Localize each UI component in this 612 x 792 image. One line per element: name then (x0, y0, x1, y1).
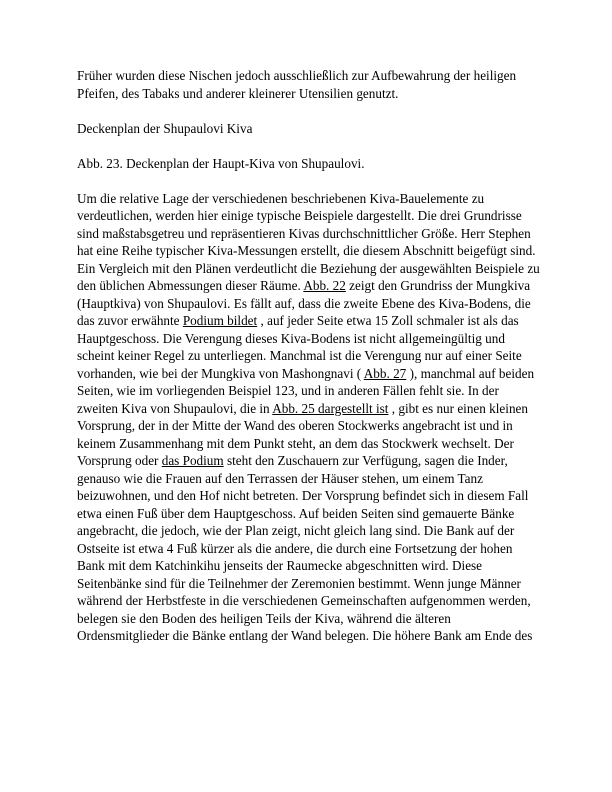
section-title (77, 120, 542, 138)
link-abb-22[interactable]: Abb. 22 (303, 278, 346, 293)
figure-caption (77, 155, 542, 173)
link-abb-27[interactable]: Abb. 27 (363, 365, 407, 381)
text-run: Deckenplan der Shupaulovi Kiva (77, 120, 253, 136)
text-run: zeigt den Grundriss der Mungkiva (Hauptkiva) von Shupaulovi. Es fällt auf, dass die zweite Ebene des Kiva-Bodens, die das zuvor erwähnte (77, 278, 531, 328)
link-podium-bildet[interactable]: Podium bildet (182, 313, 258, 328)
text-run: Abb. 23. Deckenplan der Haupt-Kiva von Shupaulovi. (77, 155, 365, 171)
text-run: ), manchmal auf beiden Seiten, wie im vorliegenden Beispiel 123, und in anderen Fällen fehlt sie. In der zweiten Kiva von Shupaulovi, die in (77, 365, 535, 416)
link-das-podium[interactable]: das Podium (161, 453, 224, 468)
text-run: , auf jeder Seite etwa 15 Zoll schmaler ist als das Hauptgeschoss. Die Verengung dieses Kiva-Bodens ist nicht allgemeingültig und scheint keiner Regel zu unterliegen. Manchmal ist die Verengung nur auf einer Seite vorhanden, wie bei der Mungkiva von Mashongnavi ( (77, 313, 522, 381)
link-abb-25[interactable]: Abb. 25 dargestellt ist (272, 400, 389, 416)
main-paragraph (77, 190, 542, 645)
intro-paragraph (77, 67, 542, 102)
text-run: Um die relative Lage der verschiedenen beschriebenen Kiva-Bauelemente zu verdeutlichen, werden hier einige typische Beispiele dargestellt. Die drei Grundrisse sind maßstabsgetreu und repräsentieren Kivas durchschnittlicher Größe. Herr Stephen hat eine Reihe typischer Kiva-Messungen erstellt, die diesem Abschnitt beigefügt sind. Ein Vergleich mit den Plänen verdeutlicht die Beziehung der ausgewählten Beispiele zu den üblichen Abmessungen dieser Räume. (77, 190, 540, 293)
text-run: Früher wurden diese Nischen jedoch ausschließlich zur Aufbewahrung der heiligen Pfeifen, des Tabaks und anderer kleinerer Utensilien genutzt. (77, 68, 517, 101)
text-run: steht den Zuschauern zur Verfügung, sagen die Inder, genauso wie die Frauen auf den Terrassen der Häuser stehen, um einem Tanz beizuwohnen, und den Hof nicht betreten. Der Vorsprung befindet sich in diesem Fall etwa einen Fuß über dem Hauptgeschoss. Auf beiden Seiten sind gemauerte Bänke angebracht, die jedoch, wie der Plan zeigt, nicht gleich lang sind. Die Bank auf der Ostseite ist etwa 4 Fuß kürzer als die andere, die durch eine Fortsetzung der hohen Bank mit dem Katchinkihu jenseits der Raumecke abgeschnitten wird. Diese Seitenbänke sind für die Teilnehmer der Zeremonien bestimmt. Wenn junge Männer während der Herbstfeste in die verschiedenen Gemeinschaften aufgenommen werden, belegen sie den Boden des heiligen Teils der Kiva, während die älteren Ordensmitglieder die Bänke entlang der Wand belegen. Die höhere Bank am Ende des (77, 453, 533, 643)
text-run: , gibt es nur einen kleinen Vorsprung, der in der Mitte der Wand des oberen Stockwerks angebracht ist und in keinem Zusammenhang mit dem Punkt steht, an dem das Stockwerk wechselt. Der Vorsprung oder (77, 400, 528, 468)
